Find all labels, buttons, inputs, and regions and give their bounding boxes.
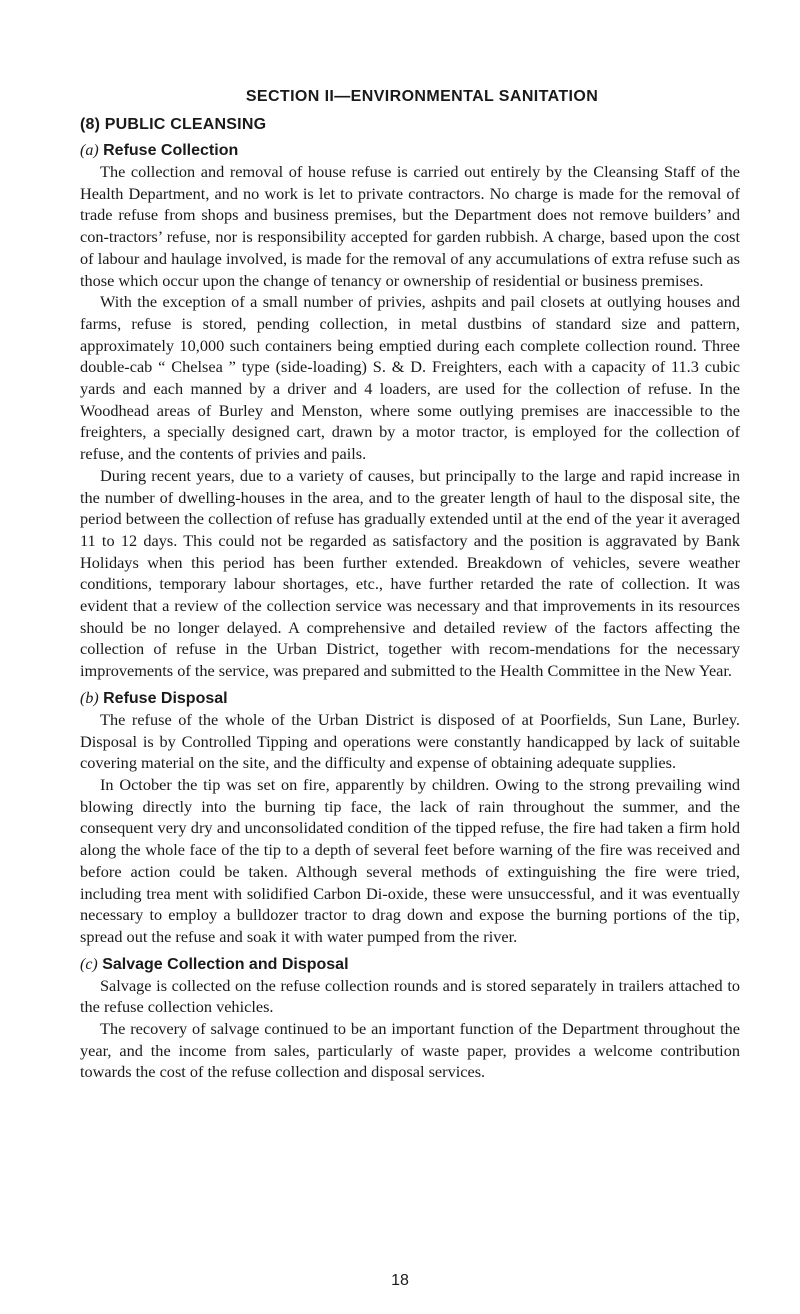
subsection-title: Refuse Collection: [103, 142, 239, 159]
paragraph: During recent years, due to a variety of causes, but principally to the large and rapid increase in the number of dwelling-houses in the area, and to the greater length of haul to the disposal site, the period between the collection of refuse has gradually extended until at the end of the year it averaged 11 to 12 days. This could not be regarded as satisfactory and the position is aggravated by Bank Holidays when this period has been further extended. Breakdown of vehicles, severe weather conditions, temporary labour shortages, etc., have further retarded the rate of collection. It was evident that a review of the collection service was necessary and that improvements in its resources should be no longer delayed. A comprehensive and detailed review of the factors affecting the collection of refuse in the Urban District, together with recom-mendations for the necessary improvements of the service, was prepared and submitted to the Health Committee in the New Year.: [80, 465, 740, 681]
subsection-heading: [80, 956, 740, 974]
subsection-refuse-disposal: [80, 690, 740, 948]
document-page: [80, 88, 740, 1083]
section-title: SECTION II—ENVIRONMENTAL SANITATION: [245, 88, 599, 105]
paragraph: With the exception of a small number of privies, ashpits and pail closets at outlying houses and farms, refuse is stored, pending collection, in metal dustbins of standard size and pattern, approximately 10,000 such containers being emptied during each complete collection round. Three double-cab “ Chelsea ” type (side-loading) S. & D. Freighters, each with a capacity of 11.3 cubic yards and each manned by a driver and 4 loaders, are used for the collection of refuse. In the Woodhead areas of Burley and Menston, where some outlying premises are inaccessible to the freighters, a specially designed cart, drawn by a motor tractor, is employed for the collection of refuse, and the contents of privies and pails.: [80, 292, 740, 464]
subsection-marker: (c): [80, 955, 98, 973]
paragraph: In October the tip was set on fire, apparently by children. Owing to the strong prevailing wind blowing directly into the burning tip face, the lack of rain throughout the summer, and the consequent very dry and unconsolidated condition of the tipped refuse, the fire had taken a firm hold along the whole face of the tip to a depth of several feet before warning of the fire was received and before action could be taken. Although several methods of extinguishing the fire were tried, including trea ment with solidified Carbon Di-oxide, these were unsuccessful, and it was eventually necessary to employ a bulldozer tractor to drag down and expose the burning portions of the tip, spread out the refuse and soak it with water pumped from the river.: [80, 774, 740, 946]
page-number: 18: [391, 1272, 409, 1289]
subsection-refuse-collection: [80, 142, 740, 682]
paragraph: The recovery of salvage continued to be an important function of the Department throughout the year, and the income from sales, particularly of waste paper, provides a welcome contribution towards the cost of the refuse collection and disposal services.: [80, 1019, 740, 1082]
subsection-heading: [80, 690, 740, 708]
public-cleansing-heading: (8) PUBLIC CLEANSING: [80, 116, 267, 133]
subsection-title: Refuse Disposal: [103, 689, 228, 707]
paragraph: The refuse of the whole of the Urban District is disposed of at Poorfields, Sun Lane, Burley. Disposal is by Controlled Tipping and operations were constantly handicapped by lack of suitable covering material on the site, and the difficulty and expense of obtaining adequate supplies.: [80, 709, 740, 773]
subsection-salvage: [80, 956, 740, 1084]
subsection-marker: (a): [80, 142, 99, 159]
paragraph: Salvage is collected on the refuse collection rounds and is stored separately in trailers attached to the refuse collection vehicles.: [80, 975, 740, 1017]
paragraph: The collection and removal of house refuse is carried out entirely by the Cleansing Staff of the Health Department, and no work is let to private contractors. No charge is made for the removal of trade refuse from shops and business premises, but the Department does not remove builders’ and con-tractors’ refuse, nor is responsibility accepted for garden rubbish. A charge, based upon the cost of labour and haulage involved, is made for the removal of any accumulations of extra refuse such as those which occur upon the change of tenancy or ownership of residential or business premises.: [80, 162, 740, 290]
subsection-heading: [80, 142, 740, 160]
subsection-marker: (b): [80, 689, 99, 707]
subsection-title: Salvage Collection and Disposal: [102, 955, 349, 973]
